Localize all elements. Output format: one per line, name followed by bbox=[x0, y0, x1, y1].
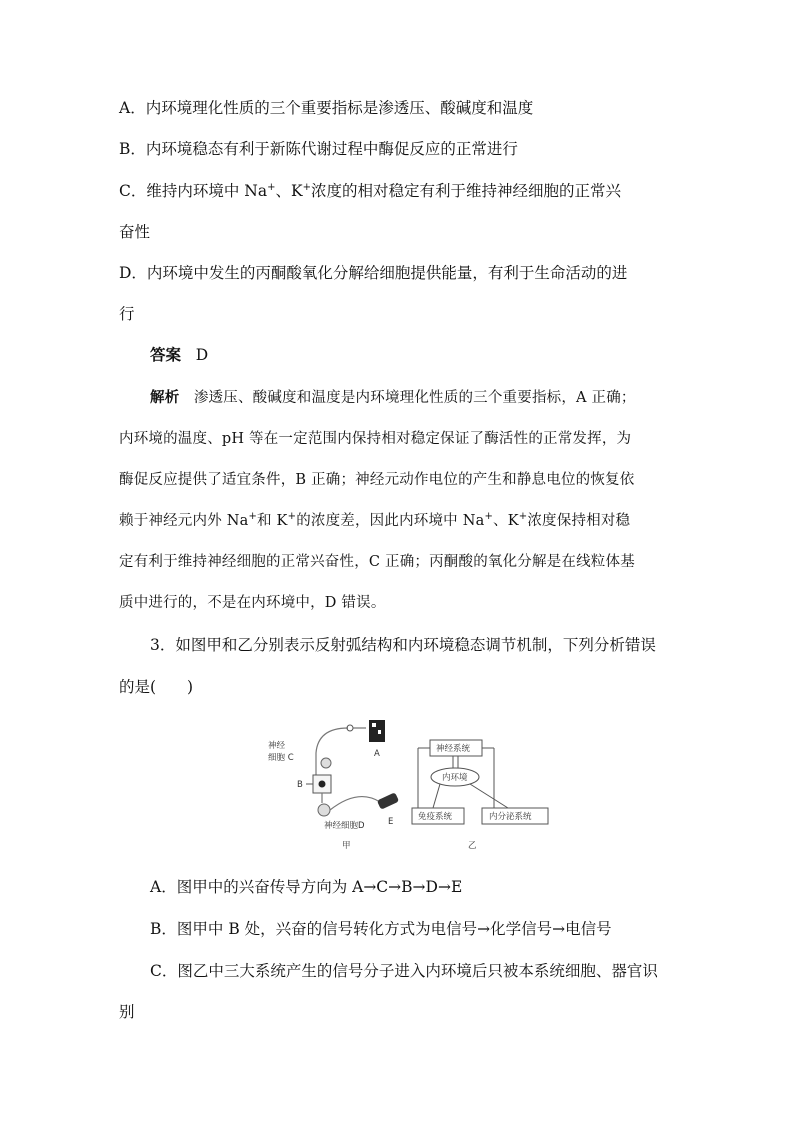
caption-jia: 甲 bbox=[342, 841, 351, 851]
label-immune-system: 免疫系统 bbox=[418, 812, 453, 822]
q3-figure-svg bbox=[268, 718, 558, 856]
label-a: A bbox=[374, 749, 380, 759]
label-cell-c: 细胞 C bbox=[268, 753, 294, 763]
q3-option-c-line1: C．图乙中三大系统产生的信号分子进入内环境后只被本系统细胞、器官识 bbox=[150, 962, 658, 980]
figure-jia bbox=[268, 720, 399, 851]
label-e: E bbox=[388, 817, 394, 827]
arrow-endocrine bbox=[470, 784, 508, 808]
receptor-a-texture bbox=[378, 730, 381, 734]
q3-stem-line1: 3．如图甲和乙分别表示反射弧结构和内环境稳态调节机制，下列分析错误 bbox=[150, 636, 656, 654]
q3-option-c-line2: 别 bbox=[119, 1003, 135, 1021]
q3-option-a: A．图甲中的兴奋传导方向为 A→C→B→D→E bbox=[150, 878, 463, 896]
q2-option-b: B．内环境稳态有利于新陈代谢过程中酶促反应的正常进行 bbox=[119, 140, 518, 158]
label-neuron: 神经 bbox=[268, 741, 286, 751]
label-endocrine-system: 内分泌系统 bbox=[489, 812, 532, 822]
q2-analysis-line2: 内环境的温度、pH 等在一定范围内保持相对稳定保证了酶活性的正常发挥，为 bbox=[119, 431, 632, 447]
synapse-b-icon bbox=[319, 781, 326, 788]
q2-option-d-line2: 行 bbox=[119, 305, 135, 323]
q2-option-c-line2: 奋性 bbox=[119, 223, 151, 241]
q2-analysis-line4: 赖于神经元内外 Na+和 K+的浓度差，因此内环境中 Na+、K+浓度保持相对稳 bbox=[119, 511, 631, 529]
neuron-c-body bbox=[321, 758, 331, 768]
q2-analysis-line1: 解析 渗透压、酸碱度和温度是内环境理化性质的三个重要指标，A 正确； bbox=[150, 389, 636, 406]
label-b: B bbox=[297, 780, 303, 790]
q2-analysis-line6: 质中进行的，不是在内环境中，D 错误。 bbox=[119, 595, 386, 611]
q2-analysis-line5: 定有利于维持神经细胞的正常兴奋性，C 正确；丙酮酸的氧化分解是在线粒体基 bbox=[119, 554, 635, 570]
effector-e bbox=[377, 792, 399, 810]
figure-yi bbox=[412, 740, 548, 851]
q2-answer: 答案 D bbox=[150, 345, 209, 364]
q2-option-d-line1: D．内环境中发生的丙酮酸氧化分解给细胞提供能量，有利于生命活动的进 bbox=[119, 264, 628, 282]
label-d: 神经细胞D bbox=[324, 821, 365, 831]
q2-option-c-line1: C．维持内环境中 Na+、K+浓度的相对稳定有利于维持神经细胞的正常兴 bbox=[119, 181, 621, 200]
receptor-a bbox=[369, 720, 385, 742]
receptor-a-texture bbox=[372, 723, 376, 727]
arrow-immune bbox=[433, 784, 440, 808]
q3-figure bbox=[268, 718, 558, 856]
efferent-fiber bbox=[330, 797, 380, 810]
q3-option-b: B．图甲中 B 处，兴奋的信号转化方式为电信号→化学信号→电信号 bbox=[150, 920, 612, 938]
q3-stem-line2: 的是( ) bbox=[119, 678, 194, 696]
q2-analysis-line3: 酶促反应提供了适宜条件，B 正确；神经元动作电位的产生和静息电位的恢复依 bbox=[119, 472, 635, 488]
label-nervous-system: 神经系统 bbox=[436, 744, 471, 754]
caption-yi: 乙 bbox=[468, 841, 477, 851]
q2-option-a: A．内环境理化性质的三个重要指标是渗透压、酸碱度和温度 bbox=[119, 99, 534, 117]
label-internal-environment: 内环境 bbox=[442, 773, 468, 783]
afferent-fiber bbox=[316, 728, 348, 780]
neuron-d-body bbox=[318, 804, 330, 816]
